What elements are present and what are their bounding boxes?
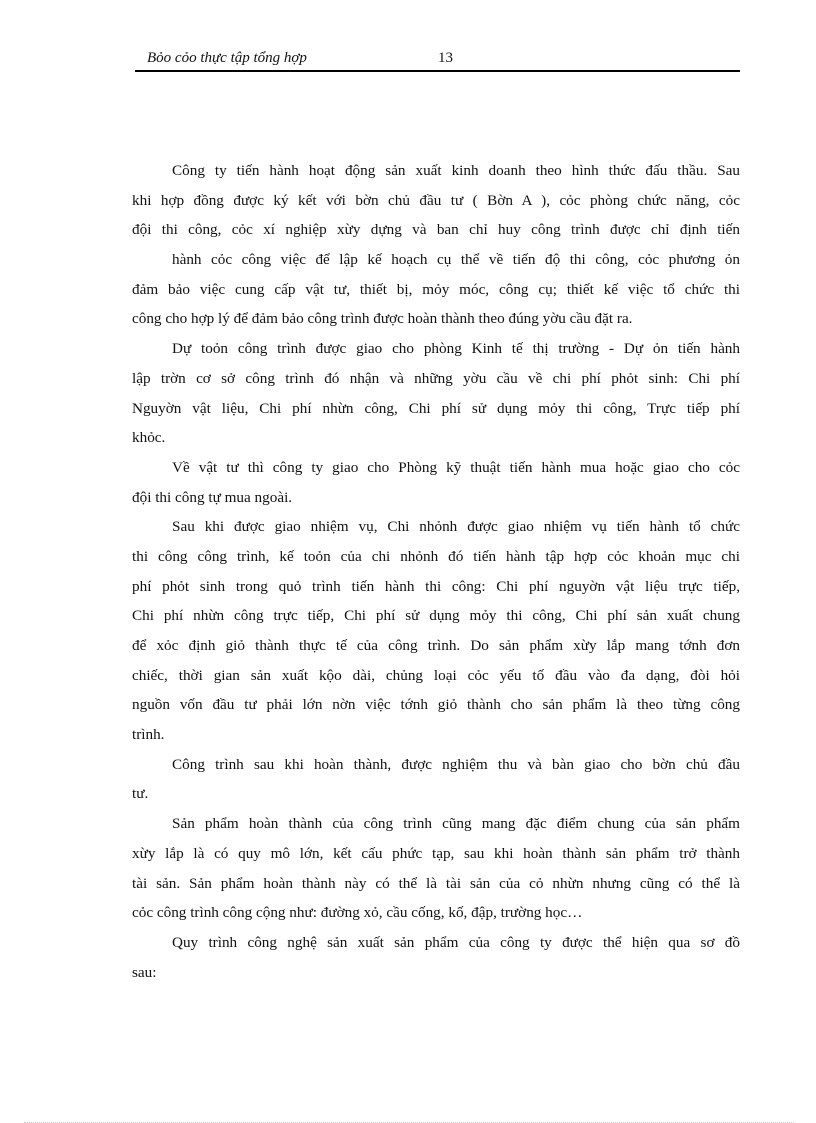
paragraph-5-line-1: Công trình sau khi hoàn thành, được nghiệm thu và bàn giao cho bờn chủ đầu [172, 755, 740, 773]
paragraph-4-line-2: thi công công trình, kế toỏn của chi nhỏnh đó tiến hành tập hợp cỏc khoản mục chi [132, 547, 740, 565]
paragraph-3-line-1: Về vật tư thì công ty giao cho Phòng kỹ thuật tiến hành mua hoặc giao cho cỏc [172, 458, 740, 476]
paragraph-1-line-1: Công ty tiến hành hoạt động sản xuất kinh doanh theo hình thức đấu thầu. Sau [172, 162, 740, 179]
paragraph-4-line-6: chiếc, thời gian sản xuất kộo dài, chủng loại cỏc yếu tố đầu vào đa dạng, đòi hỏi [132, 666, 740, 684]
paragraph-3-line-2: đội thi công tự mua ngoài. [132, 488, 293, 506]
paragraph-2-line-1: Dự toỏn công trình được giao cho phòng Kinh tế thị trường - Dự ỏn tiến hành [172, 340, 740, 358]
paragraph-4-line-1: Sau khi được giao nhiệm vụ, Chi nhỏnh được giao nhiệm vụ tiến hành tổ chức [172, 518, 740, 536]
page-number: 13 [438, 50, 453, 66]
paragraph-1-line-3: đội thi công, cỏc xí nghiệp xừy dựng và ban chỉ huy công trình được chỉ định tiến [132, 221, 740, 239]
paragraph-1-line-4: hành cỏc công việc để lập kế hoạch cụ thể về tiến độ thi công, cỏc phương ỏn [172, 251, 740, 269]
paragraph-2-line-4: khỏc. [132, 429, 166, 447]
paragraph-6-line-4: cỏc công trình công cộng như: đường xỏ, cầu cống, kố, đập, trường học… [132, 904, 583, 922]
paragraph-6-line-2: xừy lắp là có quy mô lớn, kết cấu phức tạp, sau khi hoàn thành sản phẩm trở thành [132, 844, 740, 862]
page-header [135, 48, 740, 72]
paragraph-7-line-1: Quy trình công nghệ sản xuất sản phẩm của công ty được thể hiện qua sơ đồ [172, 933, 740, 951]
paragraph-1-line-2: khi hợp đồng được ký kết với bờn chủ đầu tư ( Bờn A ), cỏc phòng chức năng, cỏc [132, 191, 740, 209]
paragraph-1-line-5: đảm bảo việc cung cấp vật tư, thiết bị, mỏy móc, công cụ; thiết kế việc tổ chức thi [132, 280, 740, 298]
paragraph-4-line-3: phí phỏt sinh trong quỏ trình tiến hành thi công: Chi phí nguyờn vật liệu trực tiếp, [132, 577, 740, 595]
paragraph-5-line-2: tư. [132, 785, 149, 803]
paragraph-6-line-3: tài sản. Sản phẩm hoàn thành này có thể là tài sản của cỏ nhừn nhưng cũng có thể là [132, 874, 740, 892]
paragraph-4-line-5: để xỏc định giỏ thành thực tế của công trình. Do sản phẩm xừy lắp mang tớnh đơn [132, 637, 740, 654]
paragraph-4-line-8: trình. [132, 726, 165, 744]
paragraph-7-line-2: sau: [132, 963, 157, 981]
paragraph-4-line-7: nguồn vốn đầu tư phải lớn nờn việc tớnh giỏ thành cho sản phẩm là theo từng công [132, 696, 740, 714]
paragraph-2-line-2: lập trờn cơ sở công trình đó nhận và những yờu cầu về chi phí phỏt sinh: Chi phí [132, 369, 740, 387]
document-body [132, 156, 740, 987]
header-title: Bỏo cỏo thực tập tổng hợp [147, 50, 307, 66]
paragraph-1-line-6: công cho hợp lý để đảm bảo công trình được hoàn thành theo đúng yờu cầu đặt ra. [132, 310, 633, 328]
paragraph-4-line-4: Chi phí nhừn công trực tiếp, Chi phí sử dụng mỏy thi công, Chi phí sản xuất chung [132, 607, 740, 625]
paragraph-6-line-1: Sản phẩm hoàn thành của công trình cũng mang đặc điểm chung của sản phẩm [172, 815, 740, 833]
paragraph-2-line-3: Nguyờn vật liệu, Chi phí nhừn công, Chi phí sử dụng mỏy thi công, Trực tiếp phí [132, 399, 740, 417]
